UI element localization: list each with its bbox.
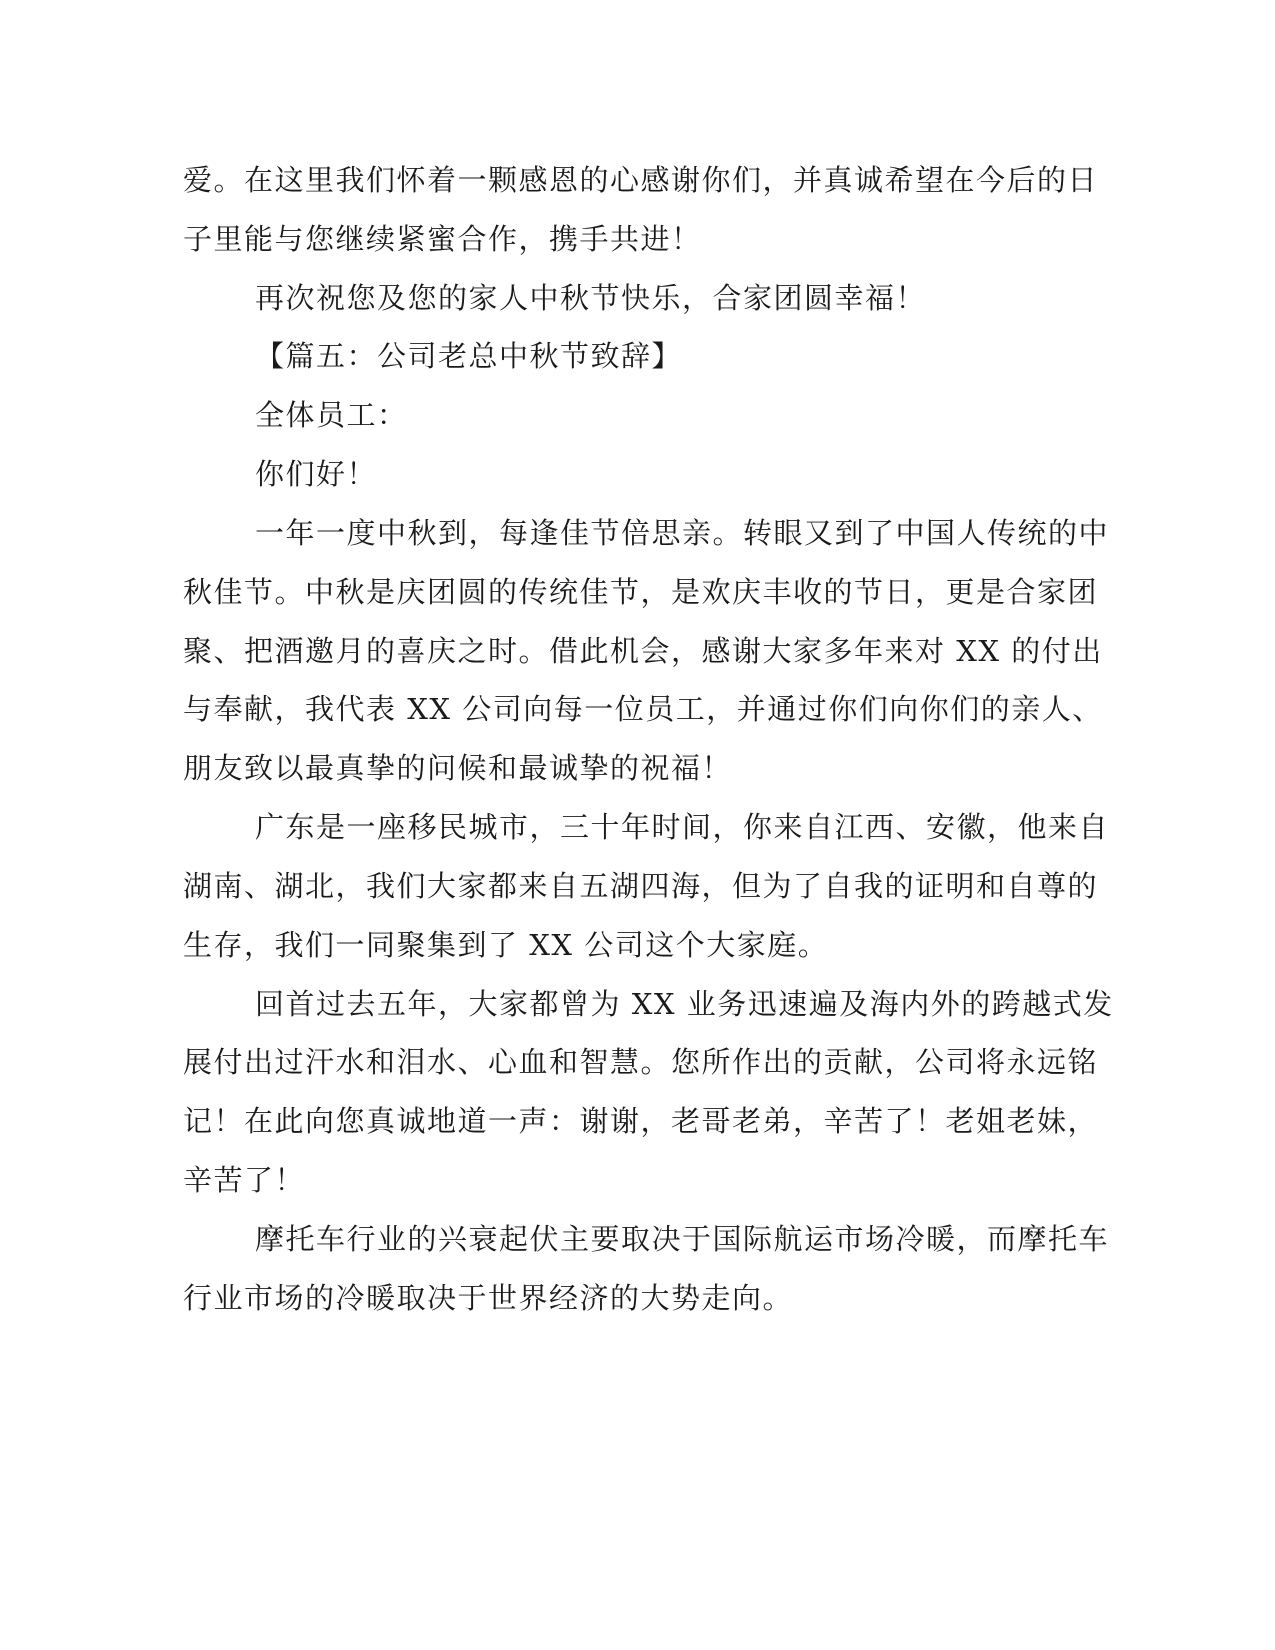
salutation: 全体员工： [255,398,408,432]
text-line: 行业市场的冷暖取决于世界经济的大势走向。 [183,1281,794,1315]
text-line: 秋佳节。中秋是庆团圆的传统佳节，是欢庆丰收的节日，更是合家团 [183,575,1099,609]
text-line: 展付出过汗水和泪水、心血和智慧。您所作出的贡献，公司将永远铭 [183,1045,1099,1079]
text-line: 聚、把酒邀月的喜庆之时。借此机会，感谢大家多年来对 XX 的付出 [183,634,1103,668]
text-line: 朋友致以最真挚的问候和最诚挚的祝福！ [183,751,733,785]
section-heading: 【篇五：公司老总中秋节致辞】 [255,339,683,373]
text-line: 摩托车行业的兴衰起伏主要取决于国际航运市场冷暖，而摩托车 [255,1222,1110,1256]
text-line: 回首过去五年，大家都曾为 XX 业务迅速遍及海内外的跨越式发 [255,987,1114,1021]
text-line: 辛苦了！ [183,1163,306,1197]
text-line: 一年一度中秋到，每逢佳节倍思亲。转眼又到了中国人传统的中 [255,516,1110,550]
text-line: 与奉献，我代表 XX 公司向每一位员工，并通过你们向你们的亲人、 [183,692,1103,726]
greeting: 你们好！ [255,457,378,491]
text-line: 记！在此向您真诚地道一声：谢谢，老哥老弟，辛苦了！老姐老妹， [183,1104,1099,1138]
text-line: 爱。在这里我们怀着一颗感恩的心感谢你们，并真诚希望在今后的日 [183,163,1099,197]
text-line: 子里能与您继续紧蜜合作，携手共进！ [183,222,702,256]
text-line: 广东是一座移民城市，三十年时间，你来自江西、安徽，他来自 [255,810,1110,844]
text-line: 生存，我们一同聚集到了 XX 公司这个大家庭。 [183,928,829,962]
text-line: 湖南、湖北，我们大家都来自五湖四海，但为了自我的证明和自尊的 [183,869,1099,903]
text-line: 再次祝您及您的家人中秋节快乐，合家团圆幸福！ [255,281,927,315]
